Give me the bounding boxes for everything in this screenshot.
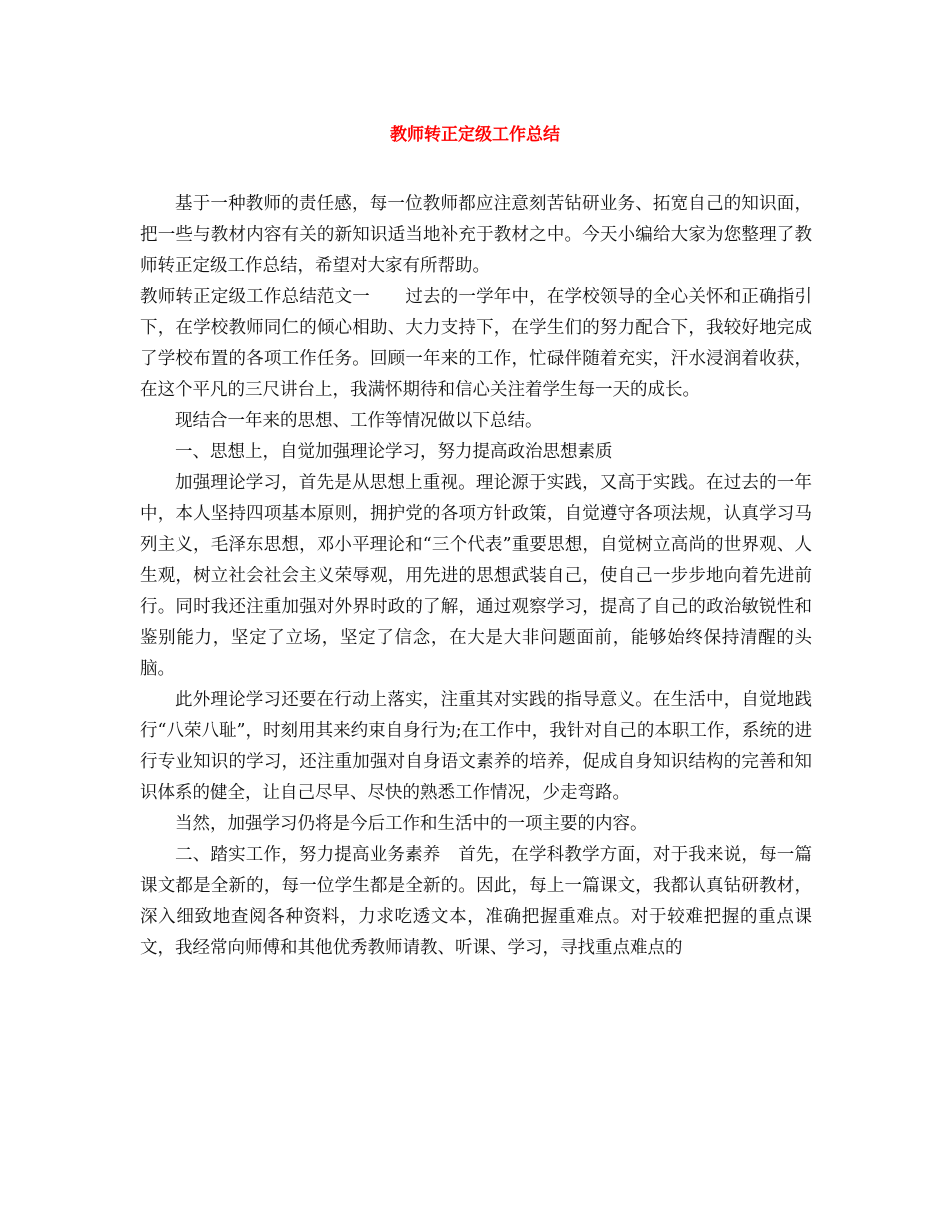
paragraph-theory-study: 加强理论学习，首先是从思想上重视。理论源于实践，又高于实践。在过去的一年中，本人坚持四项基本原则，拥护党的各项方针政策，自觉遵守各项法规，认真学习马列主义，毛泽东思想，邓小平理论和“三个代表”重要思想，自觉树立高尚的世界观、人生观，树立社会社会主义荣辱观，用先进的思想武装自己，使自己一步步地向着先进前行。同时我还注重加强对外界时政的了解，通过观察学习，提高了自己的政治敏锐性和鉴别能力，坚定了立场，坚定了信念，在大是大非问题面前，能够始终保持清醒的头脑。 (140, 473, 812, 679)
paragraph-summary-lead: 现结合一年来的思想、工作等情况做以下总结。 (175, 411, 543, 431)
paragraph-continue-study: 当然，加强学习仍将是今后工作和生活中的一项主要的内容。 (175, 814, 648, 834)
paragraph-practice: 此外理论学习还要在行动上落实，注重其对实践的指导意义。在生活中，自觉地践行“八荣八耻”，时刻用其来约束自身行为;在工作中，我针对自己的本职工作，系统的进行专业知识的学习，还注重加强对自身语文素养的培养，促成自身知识结构的完善和知识体系的健全，让自己尽早、尽快的熟悉工作情况，少走弯路。 (140, 690, 812, 803)
paragraph-sample-one: 教师转正定级工作总结范文一 过去的一学年中，在学校领导的全心关怀和正确指引下，在学校教师同仁的倾心相助、大力支持下，在学生们的努力配合下，我较好地完成了学校布置的各项工作任务。回顾一年来的工作，忙碌伴随着充实，汗水浸润着收获，在这个平凡的三尺讲台上，我满怀期待和信心关注着学生每一天的成长。 (140, 287, 812, 400)
paragraph-intro: 基于一种教师的责任感，每一位教师都应注意刻苦钻研业务、拓宽自己的知识面，把一些与教材内容有关的新知识适当地补充于教材之中。今天小编给大家为您整理了教师转正定级工作总结，希望对大家有所帮助。 (140, 194, 812, 276)
document-body (140, 189, 812, 964)
document-title: 教师转正定级工作总结 (390, 125, 560, 145)
section-heading-work: 二、踏实工作，努力提高业务素养 首先，在学科教学方面，对于我来说，每一篇课文都是全新的，每一位学生都是全新的。因此，每上一篇课文，我都认真钻研教材，深入细致地查阅各种资料，力求吃透文本，准确把握重难点。对于较难把握的重点课文，我经常向师傅和其他优秀教师请教、听课、学习，寻找重点难点的 (140, 845, 812, 958)
section-heading-thought: 一、思想上，自觉加强理论学习，努力提高政治思想素质 (175, 442, 613, 462)
